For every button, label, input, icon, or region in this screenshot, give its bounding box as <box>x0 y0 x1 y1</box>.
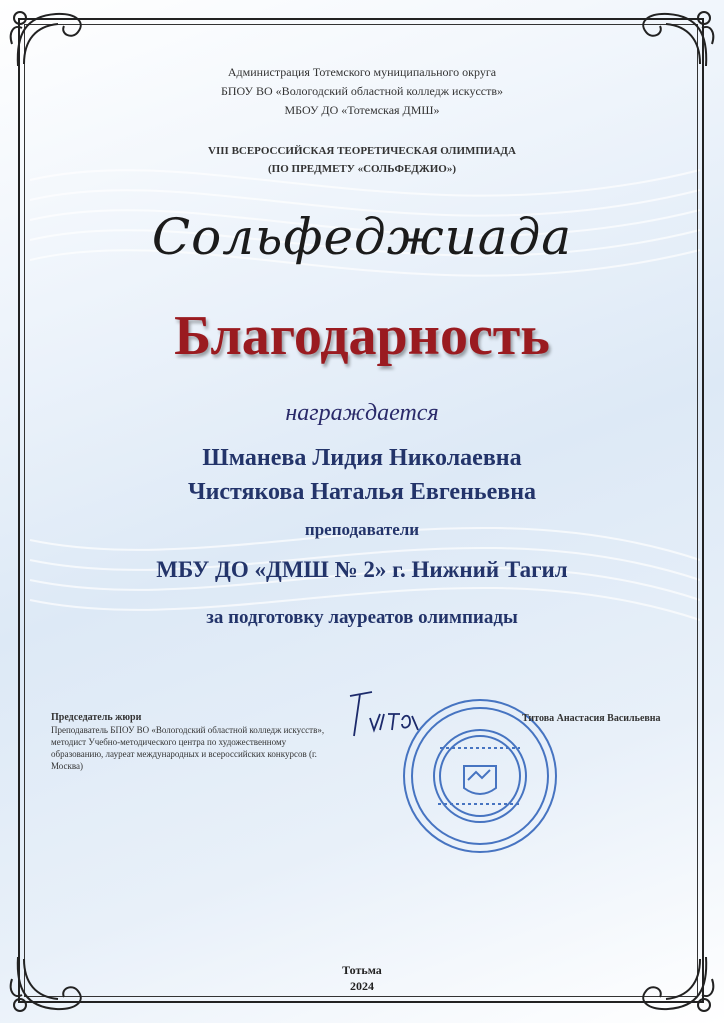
jury-chair-label: Председатель жюри <box>51 712 142 723</box>
award-reason: за подготовку лауреатов олимпиады <box>206 607 518 628</box>
brand-logo: Сольфеджиада <box>151 208 573 266</box>
awarded-label: награждается <box>285 400 439 426</box>
certificate-title: Благодарность <box>174 305 550 367</box>
signature-image <box>344 684 424 744</box>
jury-chair-name: Титова Анастасия Васильевна <box>522 713 661 724</box>
recipients <box>0 441 724 509</box>
organizer-line: Администрация Тотемского муниципального округа <box>227 65 497 79</box>
recipient-name: Шманева Лидия Николаевна <box>202 445 522 471</box>
role-label: преподаватели <box>304 520 420 539</box>
jury-chair-description: Преподаватель БПОУ ВО «Вологодский областной колледж искусств», методист Учебно-методического центра по художественному образованию, лауреат международных и всероссийских конкурсов (г. Москва) <box>51 725 325 771</box>
olympiad-line: (ПО ПРЕДМЕТУ «СОЛЬФЕДЖИО») <box>267 163 456 175</box>
jury-chair-block <box>51 712 331 772</box>
organizer-line: БПОУ ВО «Вологодский областной колледж искусств» <box>220 84 504 98</box>
organizers <box>0 63 724 120</box>
olympiad-line: VIII ВСЕРОССИЙСКАЯ ТЕОРЕТИЧЕСКАЯ ОЛИМПИАДА <box>208 145 516 157</box>
school-name: МБУ ДО «ДМШ № 2» г. Нижний Тагил <box>156 557 568 582</box>
olympiad-title <box>0 142 724 178</box>
recipient-name: Чистякова Наталья Евгеньевна <box>187 479 537 505</box>
footer <box>0 962 724 994</box>
footer-city: Тотьма <box>342 963 382 977</box>
footer-year: 2024 <box>350 979 374 993</box>
organizer-line: МБОУ ДО «Тотемская ДМШ» <box>284 103 440 117</box>
